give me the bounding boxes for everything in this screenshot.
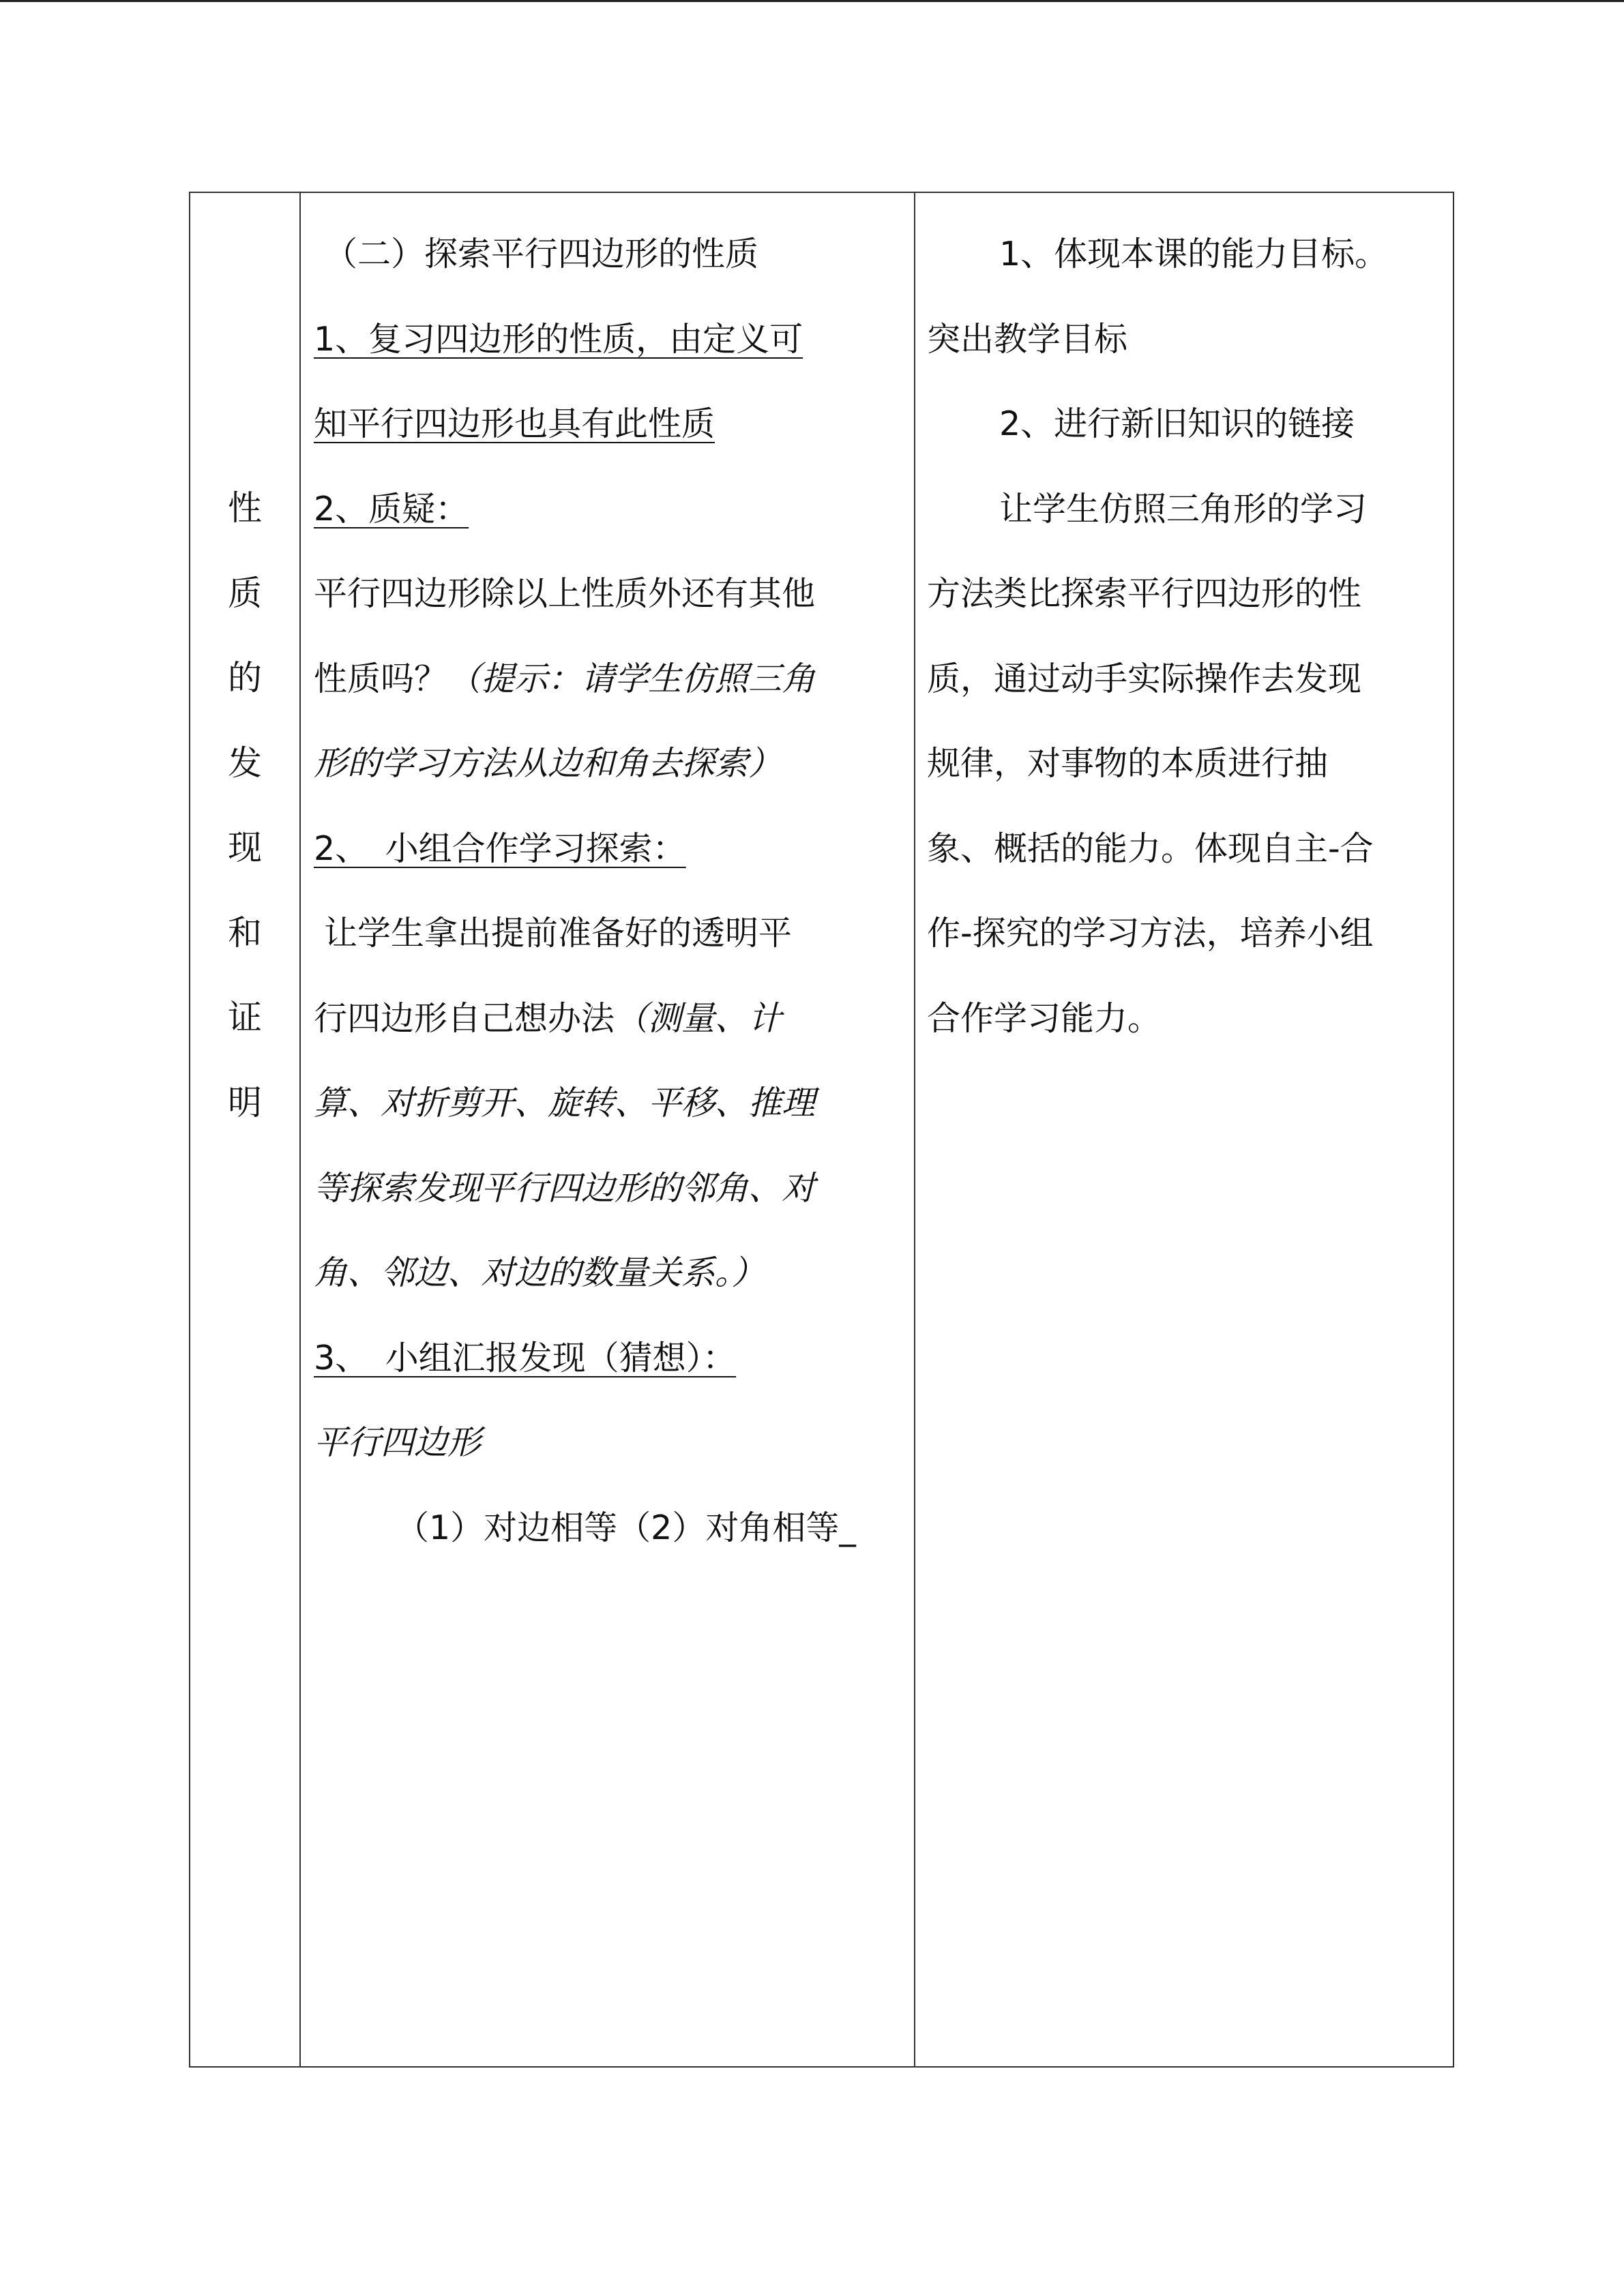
text-line: 平行四边形 xyxy=(314,1423,482,1462)
section-label-char: 明 xyxy=(228,1082,262,1122)
section-label-char: 证 xyxy=(228,998,262,1037)
text-line xyxy=(314,807,907,892)
text-line: 让学生拿出提前准备好的透明平 xyxy=(324,914,793,953)
plain-text: 行四边形自己想办法 xyxy=(314,998,615,1038)
hint-text: （测量、计 xyxy=(615,998,782,1038)
question-text: 性质吗？ xyxy=(314,659,448,698)
section-heading: （二）探索平行四边形的性质 xyxy=(324,235,759,273)
section-label-char: 性 xyxy=(228,488,262,528)
text-line: 平行四边形除以上性质外还有其他 xyxy=(314,574,816,613)
hint-text: 形的学习方法从边和角去探索） xyxy=(314,744,782,783)
hint-text: 角、邻边、对边的数量关系。） xyxy=(314,1253,765,1292)
hint-text: 算、对折剪开、旋转、平移、推理 xyxy=(314,1084,816,1122)
text-line: 象、概括的能力。体现自主-合 xyxy=(927,829,1374,868)
underlined-text: 知平行四边形也具有此性质 xyxy=(314,404,715,443)
text-line: 让学生仿照三角形的学习 xyxy=(999,489,1368,528)
teaching-process-text xyxy=(314,212,907,1570)
design-intent-cell xyxy=(915,193,1454,2066)
section-label-char: 发 xyxy=(228,743,262,783)
text-line xyxy=(314,467,907,552)
text-line: 质，通过动手实际操作去发现 xyxy=(927,659,1362,698)
section-label-vertical xyxy=(190,466,299,1145)
text-line: 规律，对事物的本质进行抽 xyxy=(927,744,1329,783)
text-line xyxy=(314,637,907,722)
text-line xyxy=(314,382,907,467)
section-label-char: 和 xyxy=(228,912,262,953)
text-line: 合作学习能力。 xyxy=(927,998,1162,1038)
text-line: 1、体现本课的能力目标。 xyxy=(999,235,1389,273)
section-label-char: 现 xyxy=(228,828,262,867)
underlined-text: 3、 小组汇报发现（猜想）： xyxy=(314,1338,737,1377)
hint-text: （提示：请学生仿照三角 xyxy=(447,659,816,698)
text-line: 突出教学目标 xyxy=(927,319,1128,359)
text-line: 作-探究的学习方法，培养小组 xyxy=(927,914,1374,953)
section-label-char: 质 xyxy=(228,573,262,613)
text-line: 方法类比探索平行四边形的性 xyxy=(927,574,1362,613)
text-line xyxy=(314,976,907,1062)
design-intent-text xyxy=(927,212,1447,1061)
text-line: 2、进行新旧知识的链接 xyxy=(999,404,1355,443)
teaching-process-cell xyxy=(301,193,914,2066)
hint-text: 等探索发现平行四边形的邻角、对 xyxy=(314,1168,816,1208)
underlined-text: 1、复习四边形的性质，由定义可 xyxy=(314,319,803,359)
section-label-cell xyxy=(190,193,299,2066)
lesson-plan-table xyxy=(189,192,1454,2068)
text-line: （1）对边相等（2）对角相等_ xyxy=(396,1508,856,1547)
section-label-char: 的 xyxy=(228,658,262,698)
text-line xyxy=(314,297,907,383)
underlined-text: 2、质疑： xyxy=(314,489,469,528)
underlined-text: 2、 小组合作学习探索： xyxy=(314,829,686,868)
page-top-rule xyxy=(0,0,1624,2)
text-line xyxy=(314,1316,907,1401)
